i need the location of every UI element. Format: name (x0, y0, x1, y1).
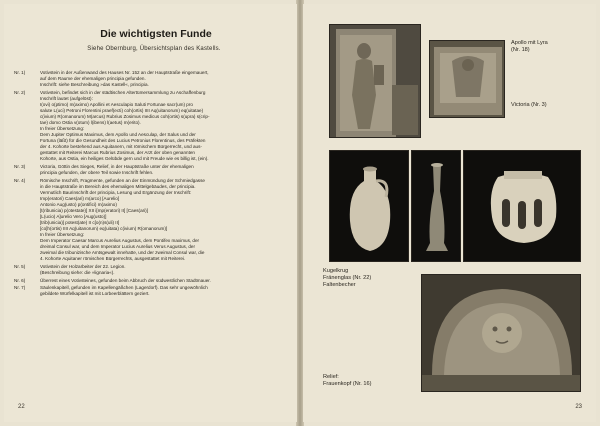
caption-line: Kugelkrug (323, 268, 349, 274)
entry-line: [L(ucio) A]urelio Vero [Aug(usto)] (40, 213, 107, 219)
entry-line: Victoria, Göttin des Sieges, Relief, in der Hauptstraße unter der ehemaligen (40, 163, 194, 169)
entry-line: Votivstein in der Außenwand des Hauses Nr. 152 an der Hauptstraße eingemauert, (40, 70, 209, 75)
entry-line: (Beschreibung siehe: die »lignaria«). (40, 269, 115, 275)
entry-text (40, 70, 290, 88)
entry-line: Fortuna (läßt) für die Gesundheit des Lucius Petronius Florentinus, des Präfekten (40, 138, 206, 144)
entry-text (40, 90, 290, 163)
entry-line: Antonio Aug(usto) p(ontifici) m(aximo) (40, 201, 117, 207)
entry-line: der 4. Kohorte bestehend aus Aquitanern, mit römischem Bürgerrecht, und aus- (40, 144, 202, 150)
caption-vessels (323, 268, 371, 289)
entry-line: gestattet mit Reiterei Marcus Rubrius Zosimus, der Arzt der oben genannten (40, 150, 195, 156)
entry-line: Inschrift lautet (aufgelöst): (40, 95, 93, 101)
entry-line: Dem Imperator Caesar Marcus Aurelius Augustus, dem Pontifex maximus, der (40, 238, 200, 244)
entry-line: 4. Kohorte Aquitaner römischen Bürgerrechts, ausgestattet mit Reiterei. (40, 256, 186, 262)
entry-number: Nr. 2) (14, 89, 26, 95)
caption-line: Faltenbecher (323, 282, 356, 288)
entry-line: zweimal die tribunizische Amtsgewalt innehatte, und der zweimal Consul war, die (40, 250, 205, 256)
entry-line: Dem Jupiter Optimus Maximus, dem Apollo und Aesculap, der Salus und der (40, 132, 196, 138)
entry-text (40, 278, 290, 284)
entry-line: gebildete Würfelkapitell ist mit Lorbeerblättern geziert. (40, 291, 150, 297)
find-entry (14, 264, 290, 276)
entry-text (40, 178, 290, 263)
entry-number: Nr. 1) (14, 70, 26, 75)
entry-line: In freier Übersetzung: (40, 232, 85, 237)
entry-text (40, 264, 290, 276)
caption-line: Frauenkopf (Nr. 16) (323, 381, 372, 387)
find-entry (14, 178, 290, 263)
entry-text (40, 285, 290, 297)
entry-line: c(ivium) R(omanorum) M(arcus) Rubrius Zosimus medicus coh(ortis) s(upra) s(crip- (40, 113, 210, 119)
victoria-relief-photo (429, 40, 505, 118)
entry-line: In freier Übersetzung: (40, 126, 85, 132)
caption-victoria (511, 102, 547, 109)
entry-line: Votivstein, befindet sich in der städtischen Altertümersammlung zu Aschaffenburg (40, 89, 206, 95)
page-subtitle: Siehe Obernburg, Übersichtsplan des Kastells. (87, 46, 221, 52)
entry-line: Votivstein der Holzarbeiter der 22. Legion. (40, 263, 126, 269)
entry-line: [co]h(ortis) IIII Aq(uitanorum) eq(uitata) c(ivium) R(omanorum)] (40, 225, 168, 231)
entry-line: salute L(uci) Petroni Florentini praef(ecti) coh(ortis) IIII Aq(uitanorum) eq(uitatae) (40, 107, 204, 113)
caption-line: Apollo mit Lyra (511, 40, 548, 46)
entry-line: auf dem Raume der ehemaligen principia gefunden. (40, 76, 146, 82)
apollo-relief-photo (329, 24, 421, 138)
find-entry (14, 70, 290, 88)
find-entry (14, 164, 290, 176)
left-page (4, 4, 297, 422)
find-entry (14, 90, 290, 163)
caption-line: (Nr. 18) (511, 47, 530, 53)
find-entry (14, 285, 290, 297)
entry-line: Inschrift: siehe Beschreibung »das Kastell«, principia. (40, 82, 149, 88)
caption-apollo (511, 40, 548, 54)
caption-relief (323, 374, 372, 388)
caption-line: Relief: (323, 374, 339, 380)
entry-line: in die Hauptstraße im Bereich des ehemaligen Mittelgebäudes, der principia. (40, 183, 196, 189)
entry-text (40, 164, 290, 176)
find-entry (14, 278, 290, 284)
entry-line: principia gefunden, der obere Teil sowie Inschrift fehlen. (40, 169, 154, 175)
entry-line: tae) domo Ostia v(otum) l(ibens) l(aetus) m(erito). (40, 119, 141, 125)
folded-beaker-photo (463, 150, 581, 262)
frauenkopf-relief-photo (421, 274, 581, 392)
page-title: Die wichtigsten Funde (100, 28, 212, 40)
entry-line: dreimal Consul war, und dem Imperator Lucius Aurelius Verus Augustus, der (40, 244, 195, 250)
entry-line: I(ovi) o(ptimo) m(aximo) Apollini et Aesculapio Saluti Fortunae sacr(um) pro (40, 101, 193, 107)
right-page (303, 4, 596, 422)
entry-line: Vermutlich Baurinschrift der principia, Lesung und Ergänzung der Inschrift: (40, 189, 192, 195)
entry-line: Säulenkapitell, gefunden im Kapellengäßchen (Lagerdorf). Das sehr ungewöhnlich (40, 285, 208, 291)
entry-line: Kohorte, aus Ostia, ein heiliges Gelübde gern und mit Freude wie es billig ist, (ein). (40, 156, 209, 162)
entry-number: Nr. 6) (14, 277, 26, 283)
caption-line: Victoria (Nr. 3) (511, 102, 547, 108)
entry-line: Imp(eratori) Caes(ari) m(arco) [Aurelio] (40, 195, 120, 201)
page-number-left: 22 (18, 404, 25, 410)
caption-line: Fränenglas (Nr. 22) (323, 275, 372, 281)
entry-number: Nr. 4) (14, 177, 26, 183)
glass-flask-photo (411, 150, 461, 262)
entry-line: [t(ribunicia) p(otestate)] XII i[mp(eratori) II] [Caes(ari)] (40, 207, 148, 213)
entry-number: Nr. 3) (14, 163, 26, 169)
entry-line: [trib(unicia)] potest(ate) II c[o(n)s(uli) II] (40, 219, 120, 225)
jug-photo (329, 150, 409, 262)
entry-line: Überrest eines Votivsteines, gefunden beim Abbruch der südwestlichen Stadtmauer. (40, 277, 211, 283)
entry-line: Römische Inschrift, Fragmente, gefunden an der Einmündung der Schmiedgasse (40, 177, 205, 183)
entry-number: Nr. 7) (14, 285, 26, 291)
page-number-right: 23 (575, 404, 582, 410)
find-entries-list (14, 70, 290, 299)
entry-number: Nr. 5) (14, 263, 26, 269)
